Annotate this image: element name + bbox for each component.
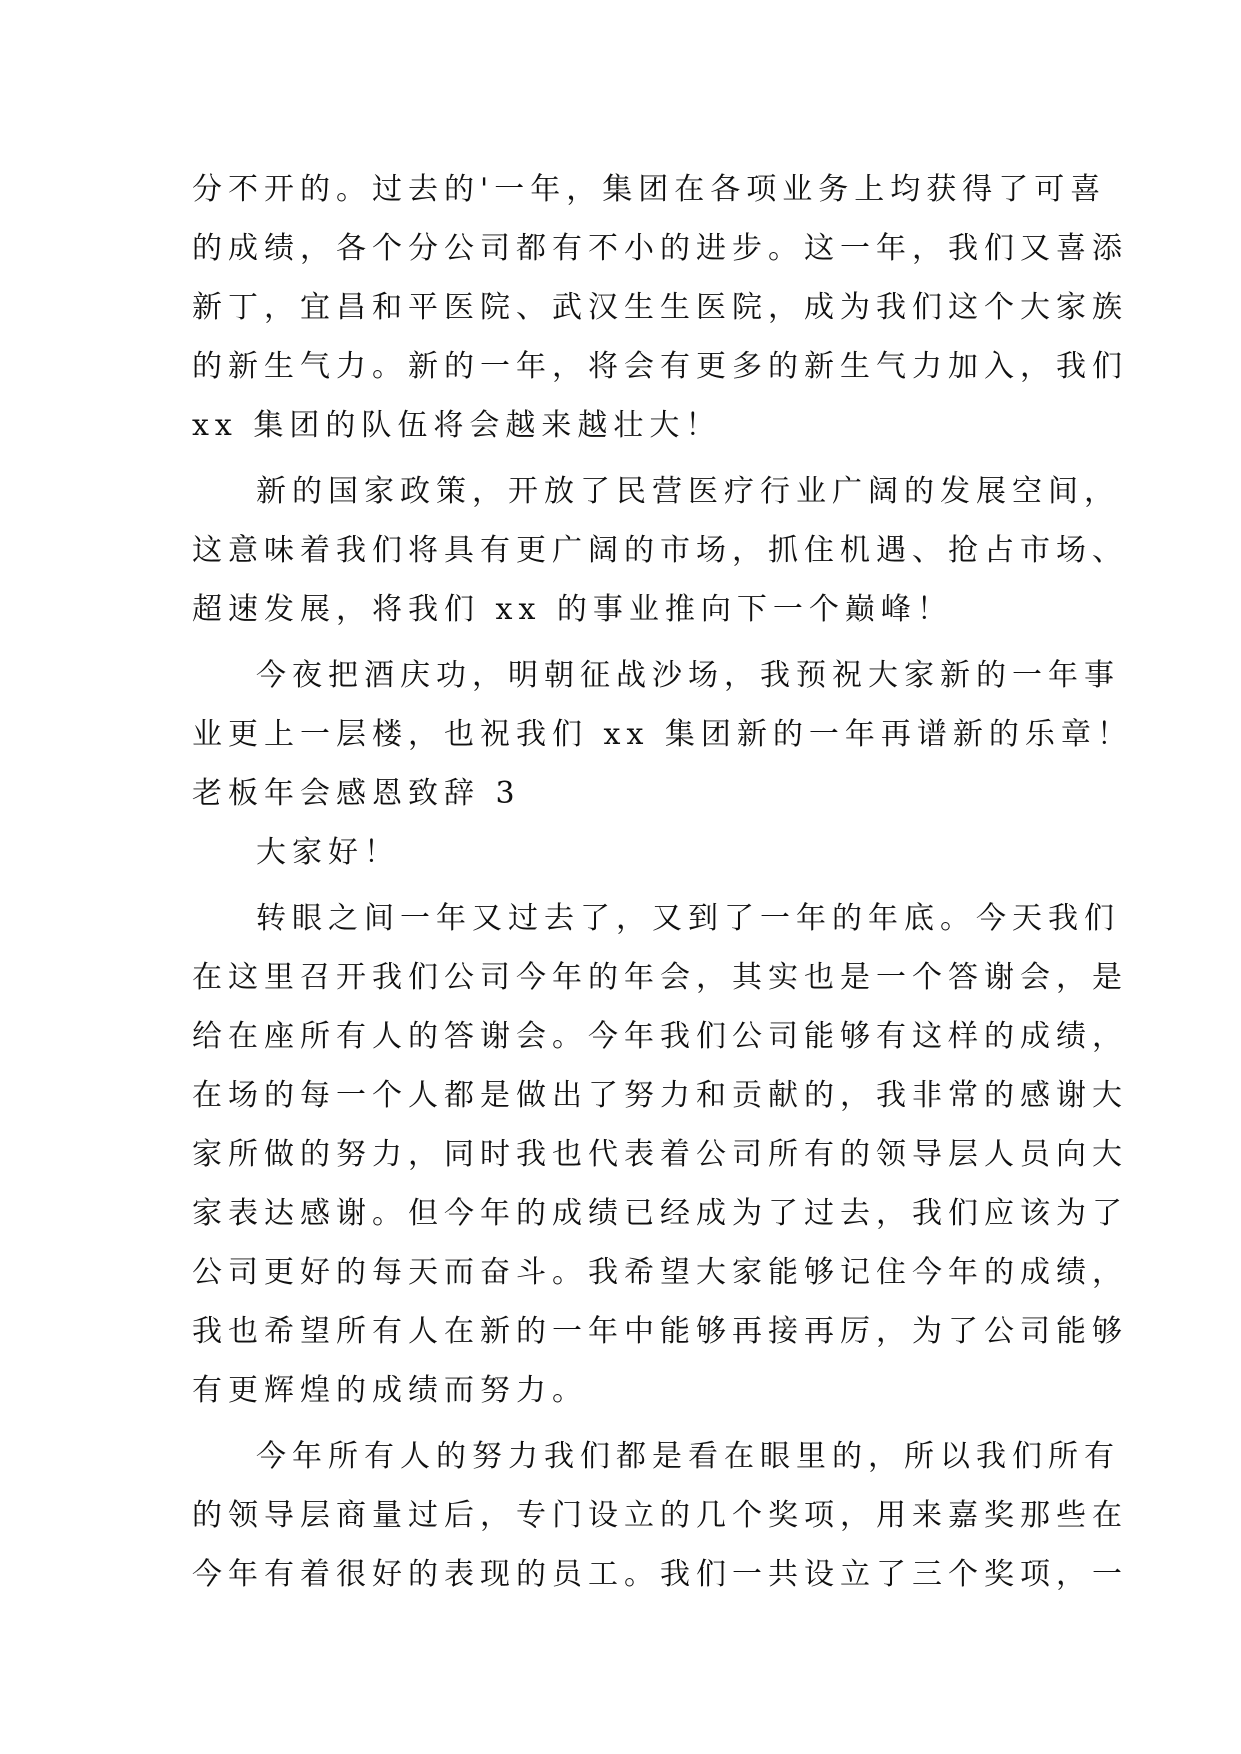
text-line: 转眼之间一年又过去了，又到了一年的年底。今天我们 xyxy=(256,901,1120,936)
text-line: 今夜把酒庆功，明朝征战沙场，我预祝大家新的一年事 xyxy=(256,658,1120,693)
text-line: 家所做的努力，同时我也代表着公司所有的领导层人员向大 xyxy=(192,1137,1128,1172)
text-line: 超速发展，将我们 xx 的事业推向下一个巅峰！ xyxy=(192,592,953,627)
paragraph-6 xyxy=(192,1427,1128,1604)
text-line: 新丁，宜昌和平医院、武汉生生医院，成为我们这个大家族 xyxy=(192,290,1128,325)
text-line: xx 集团的队伍将会越来越壮大！ xyxy=(192,408,722,443)
text-line: 在场的每一个人都是做出了努力和贡献的，我非常的感谢大 xyxy=(192,1078,1128,1113)
section-heading: 老板年会感恩致辞 3 xyxy=(192,776,521,811)
paragraph-5 xyxy=(192,889,1128,1420)
paragraph-3 xyxy=(192,646,1133,764)
paragraph-1 xyxy=(192,160,1128,455)
document-body xyxy=(192,160,1133,1604)
text-line: 在这里召开我们公司今年的年会，其实也是一个答谢会，是 xyxy=(192,960,1128,995)
text-line: 我也希望所有人在新的一年中能够再接再厉，为了公司能够 xyxy=(192,1314,1128,1349)
paragraph-2 xyxy=(192,462,1128,639)
text-line: 有更辉煌的成绩而努力。 xyxy=(192,1373,588,1408)
text-line: 这意味着我们将具有更广阔的市场，抓住机遇、抢占市场、 xyxy=(192,533,1128,568)
text-line: 新的国家政策，开放了民营医疗行业广阔的发展空间， xyxy=(256,474,1120,509)
text-line: 的新生气力。新的一年，将会有更多的新生气力加入，我们 xyxy=(192,349,1128,384)
text-line: 的成绩，各个分公司都有不小的进步。这一年，我们又喜添 xyxy=(192,231,1128,266)
text-line: 家表达感谢。但今年的成绩已经成为了过去，我们应该为了 xyxy=(192,1196,1128,1231)
text-line: 的领导层商量过后，专门设立的几个奖项，用来嘉奖那些在 xyxy=(192,1498,1128,1533)
paragraph-greeting xyxy=(192,823,1052,882)
text-line: 给在座所有人的答谢会。今年我们公司能够有这样的成绩， xyxy=(192,1019,1128,1054)
text-line: 分不开的。过去的'一年，集团在各项业务上均获得了可喜 xyxy=(192,172,1107,207)
text-line: 大家好！ xyxy=(256,835,400,870)
text-line: 公司更好的每天而奋斗。我希望大家能够记住今年的成绩， xyxy=(192,1255,1128,1290)
text-line: 业更上一层楼，也祝我们 xx 集团新的一年再谱新的乐章！ xyxy=(192,717,1133,752)
text-line: 今年所有人的努力我们都是看在眼里的，所以我们所有 xyxy=(256,1439,1120,1474)
text-line: 今年有着很好的表现的员工。我们一共设立了三个奖项，一 xyxy=(192,1557,1128,1592)
